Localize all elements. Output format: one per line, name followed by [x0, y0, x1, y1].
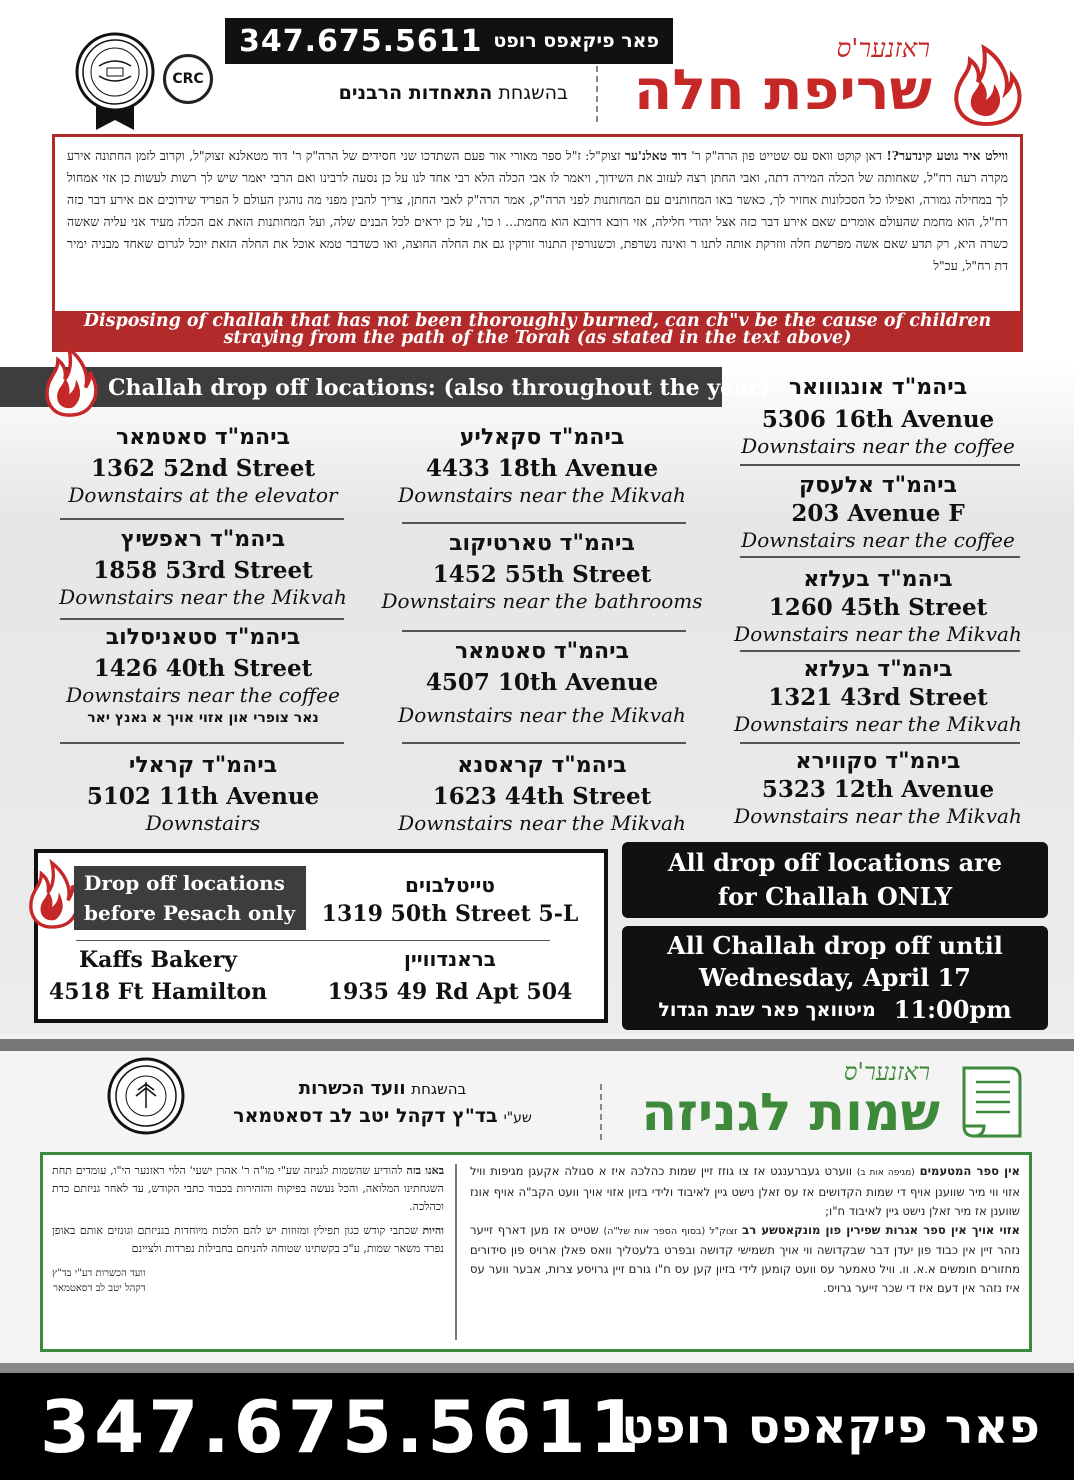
genizah-right-small-2: זצוק"ל (בסוף הספר אות של"ה) — [603, 1226, 738, 1237]
separator — [402, 522, 686, 524]
pesach-location-2 — [40, 944, 276, 1008]
location-address: 1426 40th Street — [93, 655, 313, 682]
location-name: ביהמ"ד אלעסק — [798, 473, 958, 498]
location-note: Downstairs near the Mikvah — [734, 622, 1022, 646]
supervision-name: התאחדות הרבנים — [338, 82, 493, 104]
genizah-left-text — [52, 1162, 444, 1296]
location-note: Downstairs near the Mikvah — [398, 703, 686, 727]
genizah-sig-2: דקהל יטב לב דסאטמאר — [53, 1283, 146, 1294]
genizah-left-para-1 — [52, 1162, 444, 1216]
genizah-right-para-2 — [470, 1221, 1020, 1298]
separator — [740, 742, 1020, 744]
location-note: Downstairs near the Mikvah — [398, 483, 686, 507]
location-left-1 — [40, 424, 366, 507]
separator — [740, 650, 1020, 652]
genizah-left-bold-1: באנו בזה — [406, 1164, 445, 1177]
separator — [402, 742, 686, 744]
pesach-location-1 — [312, 872, 588, 930]
pesach-location-address: 4518 Ft Hamilton — [48, 979, 268, 1005]
genizah-right-text — [470, 1162, 1020, 1298]
genizah-left-para-2 — [52, 1222, 444, 1258]
notice-english-bar — [55, 311, 1020, 349]
location-right-2 — [718, 472, 1038, 552]
notice-box — [52, 134, 1023, 352]
section-title: Challah drop off locations: (also throughout the year) — [108, 375, 771, 401]
location-name: ביהמ"ד סאטמאר — [115, 425, 291, 450]
location-name: ביהמ"ד סטאניסלוב — [105, 625, 301, 650]
kashrus-seal-icon — [74, 26, 156, 130]
genizah-supervision-line-1 — [200, 1076, 565, 1102]
separator — [76, 940, 550, 941]
deadline-time: 11:00pm — [893, 995, 1012, 1024]
location-name: ביהמ"ד בעלזא — [803, 657, 953, 682]
pesach-location-address: 1935 49 Rd Apt 504 — [327, 979, 573, 1005]
location-right-5 — [718, 748, 1038, 828]
location-note: Downstairs near the coffee — [741, 434, 1015, 458]
location-middle-1 — [372, 424, 712, 507]
top-phone-label: פאר פיקאפס רופט — [493, 30, 659, 52]
location-name: ביהמ"ד סקאליע — [459, 425, 625, 450]
location-address: 4507 10th Avenue — [425, 669, 659, 696]
pesach-location-name: טייטלבוים — [405, 873, 495, 897]
crc-label: CRC — [172, 71, 204, 87]
genizah-right-para-1 — [470, 1162, 1020, 1221]
separator — [740, 464, 1020, 466]
genizah-right-small-1: (מגיפה אות ב) — [856, 1168, 915, 1178]
deadline-line-2: Wednesday, April 17 — [698, 963, 971, 992]
location-left-2 — [40, 526, 366, 609]
pesach-location-address: 1319 50th Street 5-L — [321, 901, 579, 927]
notice-body-1: דאן קוקט וואס עס שטייט פון הרה"ק ר' — [691, 148, 882, 163]
header-supervision — [268, 82, 568, 104]
flame-icon — [944, 44, 1028, 128]
location-note: Downstairs near the Mikvah — [734, 804, 1022, 828]
genizah-left-body-2: שכתבי קודש כגון תפילין ומזוזות יש להם הלכות מיוחדות בגניזתם וגונזים אותם באופן נפרד משאר שמות, ע"כ בקשתינו שטוחה להניחם בחבילות נפרדות ולציינם — [52, 1224, 444, 1255]
pesach-flame-icon — [24, 856, 80, 934]
genizah-column-divider — [455, 1164, 457, 1340]
location-address: 5102 11th Avenue — [86, 783, 320, 810]
location-name: ביהמ"ד קראלי — [128, 753, 278, 778]
location-name: ביהמ"ד בעלזא — [803, 567, 953, 592]
notice-english-line-1: Disposing of challah that has not been thoroughly burned, can ch"v be the cause of children — [83, 311, 992, 331]
pesach-label-line-1: Drop off locations — [84, 871, 285, 895]
genizah-title: שמות לגניזה — [641, 1083, 940, 1143]
deadline-notice — [622, 926, 1048, 1030]
crc-logo — [163, 54, 213, 104]
pesach-location-name: בראנדוויין — [404, 947, 496, 971]
genizah-brand: ראזנער'ס — [843, 1058, 930, 1086]
genizah-header-divider — [600, 1084, 602, 1140]
separator — [60, 518, 344, 520]
location-address: 1623 44th Street — [432, 783, 652, 810]
header-divider — [596, 66, 598, 122]
genizah-right-body-1: ווערט געברענגט אז צו גוזז זיין שמות כהלכה איז א סגולה אקעגן מגיפות וויל אזוי ווי מיר שווענן אויף די שמות הקדושים אז עס זאלן נישט גיין לאיבוד ולידי בזיון אזוי אויך וועט הקב"ה אויף אונז שווענן אז מיר זאלן נישט גיין לאיבוד ח"ו; — [470, 1164, 1020, 1218]
location-note: Downstairs near the coffee — [66, 683, 340, 707]
location-name: ביהמ"ד ראפשיץ — [120, 527, 286, 552]
separator — [402, 630, 686, 632]
challah-only-line-1: All drop off locations are — [667, 848, 1003, 877]
genizah-sig-1: וועד הכשרות דע"י בד"ץ — [52, 1268, 146, 1279]
location-address: 203 Avenue F — [791, 500, 965, 527]
genizah-right-body-2: שטייט אז מען דארף זייער נזהר זיין אין כבוד פון יעדן דבר שבקדושה ווי אויך תשמישי קדושה ובפרט בלעטליך וואס פאלן ארויס פון סידורים מחזורים חומשים א.א. וו. וויל טאמער עס וועט קומען לידי בזיון קען עס ח"ו גורם זיין גרויסע צרות, אבער ווער עס איז נזהר אין דעם איז די שכר זייער גרויס. — [470, 1223, 1020, 1295]
challah-only-line-2: for Challah ONLY — [717, 882, 953, 911]
location-address: 1858 53rd Street — [93, 557, 313, 584]
genizah-sup-name: וועד הכשרות — [298, 1078, 406, 1099]
scroll-icon — [950, 1060, 1030, 1144]
genizah-right-bold-1: אין ספר המטעמים — [919, 1164, 1020, 1178]
location-note: Downstairs near the bathrooms — [381, 589, 703, 613]
notice-text — [67, 145, 1008, 277]
separator — [60, 618, 344, 620]
pesach-label — [74, 866, 306, 930]
location-note: Downstairs near the Mikvah — [398, 811, 686, 835]
section-divider-band — [0, 1039, 1074, 1051]
genizah-right-bold-2: אזוי אויך אין ספר אגרות שפירין פון מונקאטשע רב — [742, 1223, 1020, 1237]
location-address: 1260 45th Street — [768, 594, 988, 621]
notice-lead: ווילט איר גוטע קינדער?! — [886, 148, 1008, 163]
pesach-location-3 — [312, 946, 588, 1008]
location-name: ביהמ"ד אונגווואר — [788, 375, 968, 400]
footer-divider-band — [0, 1363, 1074, 1373]
notice-english-line-2: straying from the path of the Torah (as stated in the text above) — [223, 328, 852, 348]
pesach-label-line-2: before Pesach only — [84, 901, 296, 925]
location-note: Downstairs — [145, 811, 261, 835]
location-name: ביהמ"ד סאטמאר — [454, 639, 630, 664]
location-address: 1362 52nd Street — [90, 455, 316, 482]
location-right-1 — [718, 374, 1038, 458]
vaad-seal-icon — [106, 1056, 186, 1136]
top-phone-number: 347.675.5611 — [239, 23, 483, 59]
header-brand: ראזנער'ס — [836, 34, 930, 64]
location-note: Downstairs near the coffee — [741, 528, 1015, 552]
pesach-location-name: Kaffs Bakery — [79, 947, 237, 973]
footer-phone-label: פאר פיקאפס רופט — [621, 1399, 1040, 1455]
location-middle-3 — [372, 638, 712, 727]
footer-phone-number: 347.675.5611 — [40, 1385, 644, 1469]
location-address: 5323 12th Avenue — [761, 776, 995, 803]
location-address: 5306 16th Avenue — [761, 406, 995, 433]
location-middle-4 — [372, 752, 712, 835]
location-note: Downstairs near the Mikvah — [59, 585, 347, 609]
genizah-supervision — [200, 1076, 565, 1132]
genizah-left-bold-2: והיות — [422, 1224, 444, 1237]
location-note: Downstairs at the elevator — [68, 483, 338, 507]
section-flame-icon — [40, 346, 98, 418]
top-phone-bar — [225, 18, 673, 64]
deadline-line-3 — [622, 994, 1048, 1026]
challah-only-notice — [622, 842, 1048, 918]
location-right-4 — [718, 656, 1038, 736]
location-right-3 — [718, 566, 1038, 646]
separator — [740, 556, 1020, 558]
genizah-sup-line2-prefix: שע"י — [503, 1110, 532, 1126]
deadline-hebrew: מיטוואך פאר שבת הגדול — [658, 999, 876, 1021]
location-extra: נאר צופרי און אזוי אויך א גאנץ יאר — [87, 710, 319, 726]
supervision-prefix: בהשגחת — [498, 82, 568, 104]
location-left-3 — [40, 624, 366, 729]
location-name: ביהמ"ד קראסנא — [457, 753, 627, 778]
notice-body-2: זצוק"ל: ז"ל ספר מאורי אור פעם השתדכו שני חסידים של הרה"ק ר' דוד מטאלנא זצוק"ל, וקרוב לזמן החתונה אירע מקרה רעה רח"ל, שאחותה של הכלה המירה דתה, ואבי החתן רצה לעזוב את השידוך, ויאמר לו אבי הכלה הלא רבי אחד לנו על כן נסעה לרבינו ואם הרבי יאמר שיש לך רשות לעשות כן אזי אמחול לך במחילה גמורה, ואפילו כל הסכלונות אחזיר לך, כאשר באו המחותנים עם המחותנות לפני הרה"ק, אמר הרה"ק לאבי החתן, צריך להבין מפני מה נוהגין העולם ל הפריד שידוכים אם אירע דבר כזה רח"ל, הוא מחמת שהעולם אומרים שאם אירע דבר כזה אצל יהודי חלילה, אזי רובא דרובא הוא מחמת... ו כו', על כן יראים לכל הבנים שלה, ועל המחותנות הזאת אם הכלה מעיד אני עליה שאשה כשרה היא, רק תדע שאם אשה מפרשת חלה ווזרקת אותה לתנו ר ואינה נשרפת, וכשנורפין התנור זורקין גם את החלה החוצה, ואו כשדבר טמא אוכל את החלה הזאת יוכל לגרום שאחד מבניה ימיר דת רח"ל, עכ"ל — [67, 148, 1008, 273]
notice-name: דוד טאלנ'ער — [624, 148, 687, 163]
genizah-left-body-1: להודיע שהשמות לגניזה שע"י מו"ה ר' אהרן ישעי' הלוי ראזנער הי"ו, עומדים תחת השגחתינו המלואה, והכל נעשה בפיקוח והזהירות בכבוד כתבי הקודש, עד לאחר גניזתם כדת וכהלכה. — [52, 1164, 444, 1213]
location-middle-2 — [372, 530, 712, 613]
location-address: 4433 18th Avenue — [425, 455, 659, 482]
deadline-line-1: All Challah drop off until — [667, 931, 1003, 960]
location-left-4 — [40, 752, 366, 835]
location-note: Downstairs near the Mikvah — [734, 712, 1022, 736]
location-address: 1452 55th Street — [432, 561, 652, 588]
location-name: ביהמ"ד טארטיקוב — [449, 531, 635, 556]
location-address: 1321 43rd Street — [768, 684, 988, 711]
location-name: ביהמ"ד סקווירא — [795, 749, 961, 774]
separator — [60, 742, 344, 744]
genizah-sup-line2: בד"ץ דקהל יטב לב דסאטמאר — [233, 1105, 498, 1127]
header-title: שריפת חלה — [633, 58, 932, 123]
genizah-supervision-line-2 — [200, 1102, 565, 1132]
genizah-sup-prefix: בהשגחת — [411, 1080, 467, 1098]
genizah-signature — [52, 1266, 444, 1296]
